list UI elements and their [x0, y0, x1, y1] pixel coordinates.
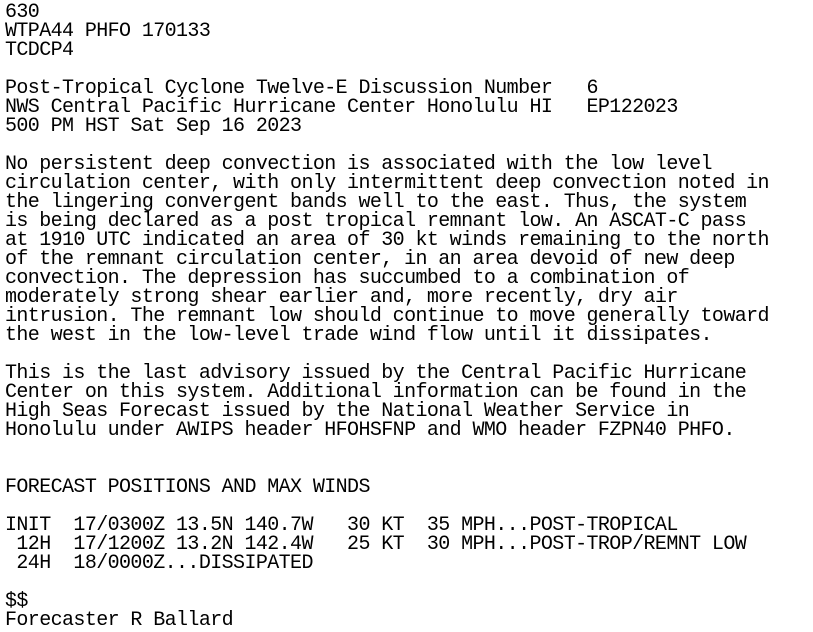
discussion-line: circulation center, with only intermittent deep convection noted in	[5, 172, 769, 195]
forecast-row: INIT 17/0300Z 13.5N 140.7W 30 KT 35 MPH...POST-TROPICAL	[5, 514, 678, 537]
discussion-line: is being declared as a post tropical remnant low. An ASCAT-C pass	[5, 210, 747, 233]
advisory-note-line: Honolulu under AWIPS header HFOHSFNP and WMO header FZPN40 PHFO.	[5, 419, 735, 442]
end-marker: $$	[5, 590, 28, 613]
discussion-line: the lingering convergent bands well to the east. Thus, the system	[5, 191, 747, 214]
advisory-note-line: Center on this system. Additional information can be found in the	[5, 381, 747, 404]
discussion-line: the west in the low-level trade wind flow until it dissipates.	[5, 324, 712, 347]
discussion-line: moderately strong shear earlier and, more recently, dry air	[5, 286, 678, 309]
product-id: 630	[5, 1, 40, 24]
blank-line	[5, 573, 813, 592]
wmo-header: WTPA44 PHFO 170133	[5, 20, 211, 43]
forecaster-signature: Forecaster R Ballard	[5, 609, 234, 632]
forecast-heading: FORECAST POSITIONS AND MAX WINDS	[5, 476, 370, 499]
issue-time: 500 PM HST Sat Sep 16 2023	[5, 115, 302, 138]
discussion-title: Post-Tropical Cyclone Twelve-E Discussion Number 6	[5, 77, 598, 100]
forecast-row: 12H 17/1200Z 13.2N 142.4W 25 KT 30 MPH...POST-TROP/REMNT LOW	[5, 533, 747, 556]
forecast-row: 24H 18/0000Z...DISSIPATED	[5, 552, 313, 575]
discussion-line: intrusion. The remnant low should continue to move generally toward	[5, 305, 769, 328]
advisory-note-line: This is the last advisory issued by the Central Pacific Hurricane	[5, 362, 747, 385]
awips-id: TCDCP4	[5, 39, 74, 62]
discussion-line: at 1910 UTC indicated an area of 30 kt winds remaining to the north	[5, 229, 769, 252]
discussion-line: of the remnant circulation center, in an area devoid of new deep	[5, 248, 735, 271]
discussion-line: convection. The depression has succumbed to a combination of	[5, 267, 690, 290]
blank-line	[5, 440, 813, 459]
advisory-note-line: High Seas Forecast issued by the National Weather Service in	[5, 400, 690, 423]
discussion-line: No persistent deep convection is associated with the low level	[5, 153, 712, 176]
issuing-office: NWS Central Pacific Hurricane Center Honolulu HI EP122023	[5, 96, 678, 119]
